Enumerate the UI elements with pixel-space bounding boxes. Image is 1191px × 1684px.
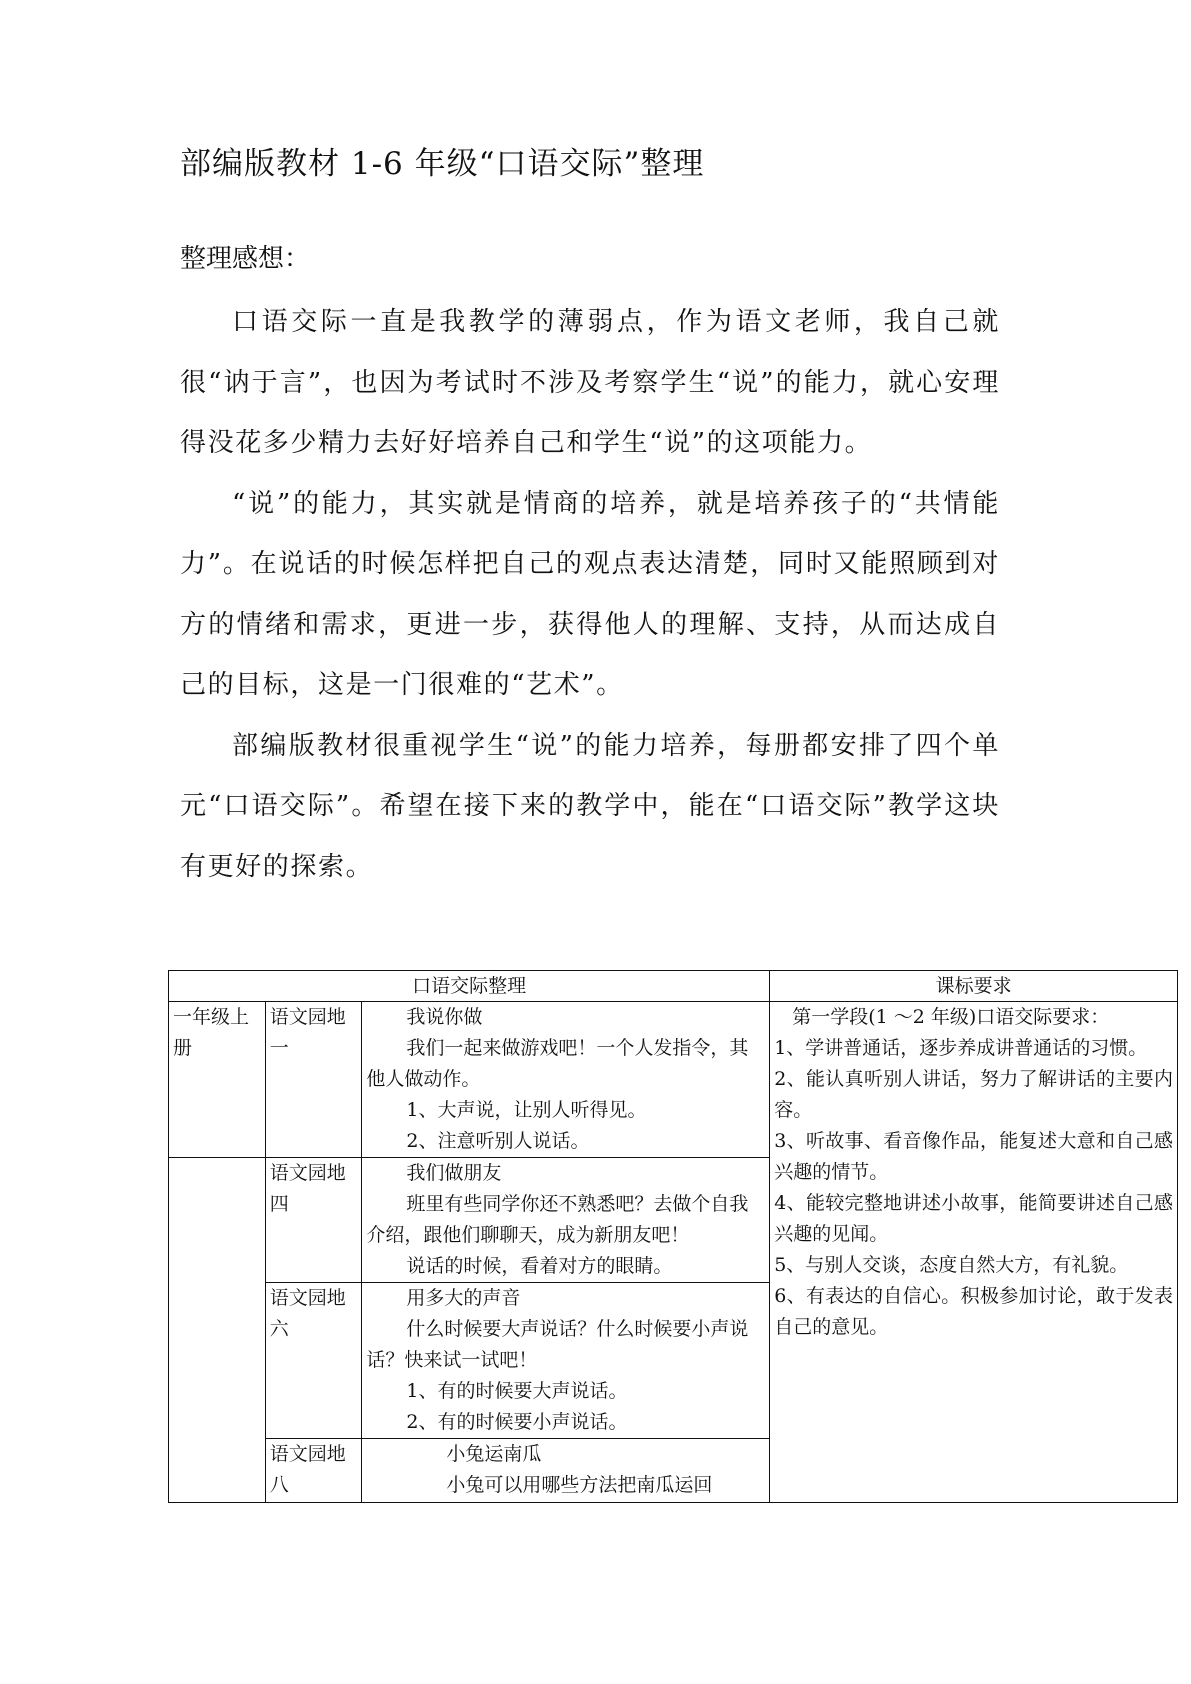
content-cell (362, 1283, 770, 1439)
topic-point: 2、注意听别人说话。 (406, 1130, 590, 1152)
table-header-row (169, 971, 1178, 1002)
oral-communication-table (168, 970, 1178, 1503)
paragraph-1: 口语交际一直是我教学的薄弱点，作为语文老师，我自己就很“讷于言”，也因为考试时不涉及考察学生“说”的能力，就心安理得没花多少精力去好好培养自己和学生“说”的这项能力。 (180, 307, 1000, 458)
topic-description: 班里有些同学你还不熟悉吧？去做个自我介绍，跟他们聊聊天，成为新朋友吧！ (366, 1193, 749, 1246)
topic-title: 用多大的声音 (406, 1287, 521, 1309)
reflection-body (180, 292, 1000, 897)
unit-cell: 语文园地一 (265, 1002, 362, 1158)
topic-description: 我们一起来做游戏吧！一个人发指令，其他人做动作。 (366, 1037, 749, 1090)
content-cell (362, 1002, 770, 1158)
content-cell (362, 1158, 770, 1283)
header-summary: 口语交际整理 (169, 971, 770, 1002)
topic-description: 什么时候要大声说话？什么时候要小声说话？快来试一试吧！ (366, 1318, 749, 1371)
topic-title: 小兔运南瓜 (446, 1443, 542, 1465)
standard-heading: 第一学段(1 ～2 年级)口语交际要求： (792, 1006, 1110, 1028)
topic-title: 我说你做 (406, 1006, 483, 1028)
unit-cell: 语文园地八 (265, 1439, 362, 1503)
standard-item: 2、能认真听别人讲话，努力了解讲话的主要内容。 (774, 1068, 1173, 1121)
standard-item: 1、学讲普通话，逐步养成讲普通话的习惯。 (774, 1037, 1148, 1059)
topic-title: 我们做朋友 (406, 1162, 502, 1184)
standard-item: 4、能较完整地讲述小故事，能简要讲述自己感兴趣的见闻。 (774, 1192, 1173, 1245)
topic-point: 2、有的时候要小声说话。 (406, 1411, 628, 1433)
topic-tip: 说话的时候，看着对方的眼睛。 (406, 1255, 673, 1277)
grade-cell-empty (169, 1158, 266, 1503)
standard-item: 3、听故事、看音像作品，能复述大意和自己感兴趣的情节。 (774, 1130, 1173, 1183)
standard-cell (770, 1002, 1178, 1503)
reflection-heading: 整理感想： (180, 244, 311, 274)
table-row (169, 1002, 1178, 1158)
unit-cell: 语文园地四 (265, 1158, 362, 1283)
header-standard: 课标要求 (770, 971, 1178, 1002)
content-cell (362, 1439, 770, 1503)
topic-point: 1、有的时候要大声说话。 (406, 1380, 628, 1402)
unit-cell: 语文园地六 (265, 1283, 362, 1439)
paragraph-3: 部编版教材很重视学生“说”的能力培养，每册都安排了四个单元“口语交际”。希望在接下来的教学中，能在“口语交际”教学这块有更好的探索。 (180, 730, 1000, 882)
paragraph-2: “说”的能力，其实就是情商的培养，就是培养孩子的“共情能力”。在说话的时候怎样把自己的观点表达清楚，同时又能照顾到对方的情绪和需求，更进一步，获得他人的理解、支持，从而达成自己的目标，这是一门很难的“艺术”。 (180, 488, 1000, 700)
standard-item: 5、与别人交谈，态度自然大方，有礼貌。 (774, 1254, 1129, 1276)
standard-item: 6、有表达的自信心。积极参加讨论，敢于发表自己的意见。 (774, 1285, 1173, 1338)
topic-description: 小兔可以用哪些方法把南瓜运回 (446, 1474, 713, 1496)
document-title: 部编版教材 1-6 年级“口语交际”整理 (180, 146, 705, 182)
grade-cell: 一年级上册 (169, 1002, 266, 1158)
topic-point: 1、大声说，让别人听得见。 (406, 1099, 647, 1121)
